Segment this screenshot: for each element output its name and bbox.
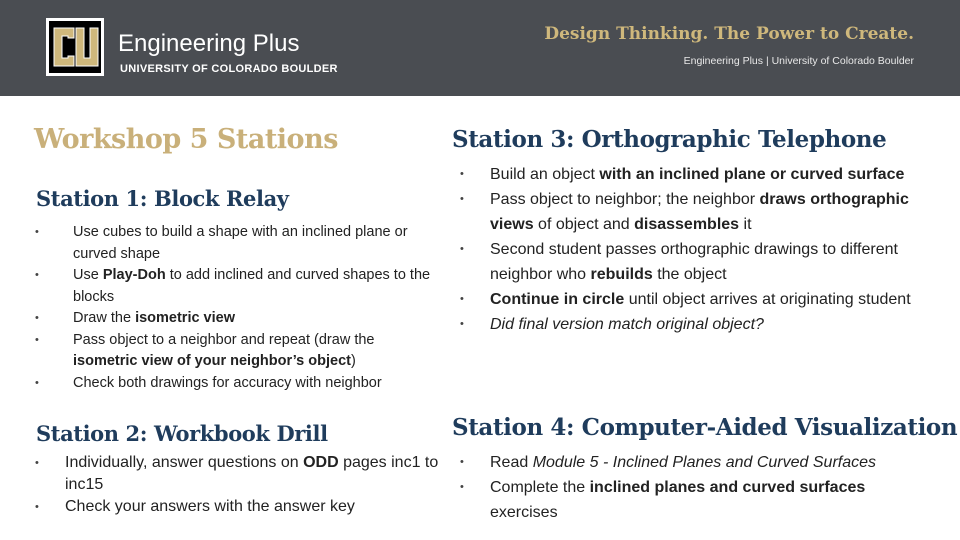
list-item: • Draw the isometric view (35, 308, 435, 330)
list-item: • Continue in circle until object arrives at originating student (452, 287, 912, 312)
list-item: • Build an object with an inclined plane or curved surface (452, 162, 912, 187)
brand-subtitle: UNIVERSITY OF COLORADO BOULDER (120, 63, 338, 75)
list-item: • Complete the inclined planes and curved surfaces exercises (452, 475, 932, 525)
list-item: • Individually, answer questions on ODD pages inc1 to inc15 (27, 452, 442, 496)
list-item: • Pass object to a neighbor and repeat (draw the isometric view of your neighbor’s object) (35, 330, 435, 373)
list-item: • Did final version match original object? (452, 312, 912, 337)
brand-name: Engineering Plus (118, 30, 300, 57)
list-item: • Use Play-Doh to add inclined and curved shapes to the blocks (35, 265, 435, 308)
station2-list (27, 452, 442, 518)
station1-list (35, 222, 435, 394)
tagline: Design Thinking. The Power to Create. (544, 24, 914, 44)
station1-title: Station 1: Block Relay (36, 186, 289, 211)
cu-logo-icon (46, 18, 104, 76)
list-item: • Use cubes to build a shape with an inclined plane or curved shape (35, 222, 435, 265)
list-item: • Read Module 5 - Inclined Planes and Curved Surfaces (452, 450, 932, 475)
header-bar (0, 0, 960, 96)
station4-title: Station 4: Computer-Aided Visualization (452, 414, 958, 441)
tagline-subtitle: Engineering Plus | University of Colorado Boulder (683, 55, 914, 67)
list-item: • Check your answers with the answer key (27, 496, 442, 518)
station3-list (452, 162, 912, 337)
station3-title: Station 3: Orthographic Telephone (452, 126, 887, 153)
list-item: • Pass object to neighbor; the neighbor draws orthographic views of object and disassembles it (452, 187, 912, 237)
list-item: • Second student passes orthographic drawings to different neighbor who rebuilds the object (452, 237, 912, 287)
page-title: Workshop 5 Stations (34, 124, 338, 155)
station4-list (452, 450, 932, 525)
station2-title: Station 2: Workbook Drill (36, 421, 328, 446)
list-item: • Check both drawings for accuracy with neighbor (35, 373, 435, 395)
